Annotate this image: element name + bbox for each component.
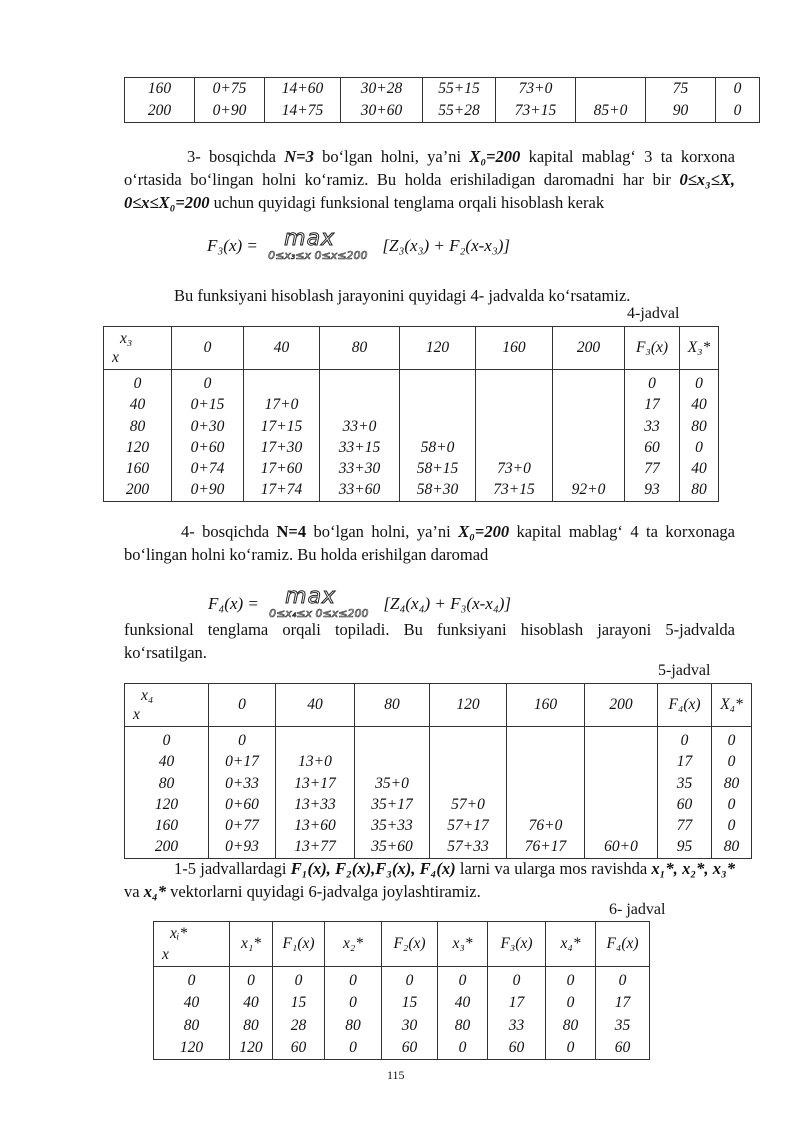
table5-data-column	[507, 727, 585, 859]
paragraph-stage-3: 3- bosqichda N=3 bo‘lgan holni, ya’ni X₀=200 kapital mablag‘ 3 ta korxona o‘rtasida bo‘lingan holni ko‘ramiz. Bu holda erishiladigan daromadni har bir 0≤x₃≤X, 0≤x≤X₀=200 uchun quyidagi funksional tenglama orqali hisoblash kerak	[124, 147, 735, 212]
table6-cell-value: 28	[290, 1016, 307, 1034]
table6-x-value: 80	[183, 1016, 200, 1034]
table5-header-cell: X₄*	[712, 684, 752, 727]
table6-cell-value: 33	[508, 1016, 525, 1034]
table4-data-column	[553, 370, 625, 502]
table4-cell-value: 33+0	[342, 417, 377, 435]
table6-x-value: 120	[179, 1038, 204, 1056]
top-table-value: 30+60	[360, 102, 403, 119]
table6-cell-value: 35	[614, 1016, 631, 1034]
table4-cell-value: 17+30	[260, 438, 303, 456]
table5-cell-value	[507, 773, 584, 794]
table6-cell-value: 0	[405, 972, 414, 989]
table5-cell-value: 13+77	[294, 838, 336, 856]
table5-corner-top: x₄	[141, 687, 154, 704]
table5-cell-value	[430, 773, 506, 794]
paragraph-stage-4: 4- bosqichda N=4 bo‘lgan holni, ya’ni X₀=200 kapital mablag‘ 4 ta korxonaga bo‘lingan holni ko‘ramiz. Bu holda erishilgan daromad	[124, 522, 735, 564]
top-table-value: 85+0	[593, 102, 628, 119]
table5-cell-value: 0	[727, 732, 736, 749]
table6-data-column	[438, 967, 488, 1060]
table6-cell-value: 0	[458, 972, 467, 989]
table6-cell-value: 0	[458, 1038, 467, 1056]
table5-data-column	[585, 727, 658, 859]
table4-cell-value	[553, 373, 624, 394]
table6-cell-value: 40	[243, 994, 259, 1012]
table4-header-cell: 120	[400, 327, 476, 370]
table5-header-cell: 0	[209, 684, 276, 727]
top-table-value: 30+28	[360, 80, 403, 97]
table4-cell-value: 17	[644, 396, 660, 414]
table5-data-column	[430, 727, 507, 859]
table5-x-value: 80	[158, 774, 175, 792]
table5-cell-value	[355, 751, 429, 772]
table4-cell-value	[476, 394, 552, 415]
table4-header-cell: 0	[172, 327, 244, 370]
table5-data-column	[276, 727, 355, 859]
table5-body-row	[125, 727, 752, 859]
table5-cell-value: 13+60	[294, 817, 336, 835]
table4-cell-value	[476, 437, 552, 458]
table5-cell-value	[507, 794, 584, 815]
table5-cell-value	[585, 794, 657, 815]
table6-data-column	[325, 967, 382, 1060]
table4-x-value: 80	[129, 417, 146, 435]
table5-cell-value: 0	[238, 732, 246, 749]
table4-header-cell: X₃*	[680, 327, 719, 370]
table4-cell-value: 0+74	[190, 460, 225, 478]
table5-header-cell: 80	[355, 684, 430, 727]
table4-x-value: 40	[129, 396, 146, 414]
table-6	[153, 921, 650, 1060]
table4-cell-value: 0	[648, 375, 656, 392]
table6-cell-value: 0	[512, 972, 521, 989]
table5-cell-value	[585, 773, 657, 794]
table4-data-column	[476, 370, 553, 502]
table6-x-value: 0	[187, 972, 196, 989]
top-table-value: 200	[147, 102, 172, 119]
top-table-value: 0+75	[212, 80, 247, 97]
table5-cell-value: 80	[723, 838, 740, 856]
table4-cell-value: 93	[644, 481, 660, 499]
table5-cell-value: 0+17	[225, 753, 259, 771]
table6-header-row	[154, 922, 650, 967]
table5-header-row	[125, 684, 752, 727]
table6-cell-value: 0	[566, 972, 575, 989]
table5-cell-value: 0	[680, 732, 689, 749]
top-table-value: 55+28	[438, 102, 480, 119]
top-table-cell	[195, 78, 265, 123]
table5-data-column	[658, 727, 712, 859]
table4-data-column	[320, 370, 400, 502]
table4-cell-value: 92+0	[571, 481, 606, 499]
table5-header-cell: 120	[430, 684, 507, 727]
table5-cell-value: 0+93	[225, 838, 259, 856]
table5-cell-value: 57+33	[447, 838, 489, 856]
table4-cell-value: 0	[203, 375, 212, 392]
table4-cell-value	[400, 394, 475, 415]
table6-data-column	[546, 967, 596, 1060]
page-number: 115	[387, 1068, 405, 1082]
table5-cell-value: 13+0	[298, 753, 332, 771]
top-table-value: 73+15	[514, 102, 557, 119]
top-table-cell	[716, 78, 760, 123]
table4-cell-value	[476, 373, 552, 394]
table6-cell-value: 60	[508, 1038, 525, 1056]
table5-x-value: 40	[158, 753, 175, 771]
table4-header-row	[104, 327, 719, 370]
table5-cell-value: 0+77	[225, 817, 259, 835]
table6-corner-cell	[154, 922, 230, 967]
table4-cell-value: 73+0	[497, 460, 531, 478]
table5-cell-value	[276, 730, 354, 751]
table5-caption: 5-jadval	[658, 662, 711, 679]
table4-cell-value: 17+74	[260, 481, 303, 499]
formula-f4	[208, 584, 512, 620]
table6-cell-value: 30	[401, 1016, 418, 1034]
top-table-cell	[341, 78, 423, 123]
table6-x-value: 40	[183, 994, 200, 1012]
table4-header-cell: 80	[320, 327, 400, 370]
table5-cell-value: 0+33	[225, 774, 259, 792]
table5-cell-value: 35	[676, 774, 693, 792]
table5-x-value: 0	[162, 732, 171, 749]
top-table-value: 90	[672, 102, 689, 119]
top-table-cell	[646, 78, 716, 123]
table4-cell-value: 0+90	[190, 481, 225, 499]
table5-cell-value: 35+33	[371, 817, 413, 835]
max-symbol: max	[284, 226, 336, 251]
formula-rhs: [Z₃(x₃) + F₂(x-x₃)]	[382, 235, 511, 255]
table5-x-value: 200	[154, 838, 179, 856]
table4-cell-value	[400, 373, 475, 394]
table4-cell-value: 80	[691, 417, 707, 435]
table5-cell-value	[430, 751, 506, 772]
table6-cell-value: 80	[454, 1016, 471, 1034]
table6-cell-value: 60	[290, 1038, 307, 1056]
table5-cell-value: 35+60	[371, 838, 413, 856]
table6-data-column	[382, 967, 438, 1060]
table5-x-value: 120	[154, 795, 179, 813]
top-table-data-row	[125, 78, 760, 123]
max-condition: 0≤x₃≤x 0≤x≤200	[268, 249, 368, 262]
table4-caption: 4-jadval	[627, 305, 680, 322]
table6-cell-value: 60	[401, 1038, 418, 1056]
table5-cell-value: 77	[676, 817, 693, 835]
top-table-fragment	[124, 77, 760, 123]
table5-x-value: 160	[154, 817, 179, 835]
table6-data-column	[230, 967, 273, 1060]
table5-cell-value: 76+0	[528, 817, 563, 835]
table6-caption: 6- jadval	[609, 901, 666, 918]
table4-cell-value	[244, 373, 319, 394]
top-table-value: 73+0	[518, 80, 553, 97]
table4-cell-value: 33+30	[338, 460, 381, 478]
table6-body-row	[154, 967, 650, 1060]
table5-corner-bottom: x	[133, 706, 140, 723]
table6-cell-value: 0	[349, 994, 357, 1012]
table4-cell-value: 0+15	[190, 396, 225, 414]
table5-cell-value: 60	[676, 795, 693, 813]
top-table-value: 14+75	[281, 102, 324, 119]
table5-header-cell: 40	[276, 684, 355, 727]
table4-cell-value: 58+15	[416, 460, 459, 478]
top-table-cell	[265, 78, 341, 123]
table4-data-column	[400, 370, 476, 502]
table4-cell-value: 60	[644, 438, 660, 456]
table5-cell-value: 0	[727, 795, 736, 813]
table6-header-cell: x₃*	[438, 922, 488, 967]
table4-cell-value: 40	[691, 396, 707, 414]
table6-corner-bottom: x	[162, 946, 169, 963]
formula-rhs: [Z₄(x₄) + F₃(x-x₄)]	[383, 593, 512, 613]
table4-cell-value	[553, 437, 624, 458]
table4-cell-value	[553, 394, 624, 415]
formula-f3	[207, 226, 511, 262]
table-4	[103, 326, 719, 502]
table6-header-cell: x₄*	[546, 922, 596, 967]
max-operator	[262, 226, 378, 262]
table4-body-row	[104, 370, 719, 502]
table4-header-cell: 40	[244, 327, 320, 370]
table6-cell-value: 120	[239, 1038, 263, 1056]
table5-header-cell: F₄(x)	[658, 684, 712, 727]
top-table-cell	[125, 78, 195, 123]
table6-cell-value: 15	[290, 994, 307, 1012]
table5-cell-value: 60+0	[604, 838, 638, 856]
table4-cell-value: 33	[644, 417, 660, 435]
top-table-value: 14+60	[281, 80, 324, 97]
table4-corner-bottom: x	[112, 349, 119, 366]
top-table-value: 55+15	[438, 80, 480, 97]
table5-cell-value: 95	[676, 838, 693, 856]
table6-cell-value: 0	[349, 1038, 357, 1056]
table6-cell-value: 0	[294, 972, 303, 989]
table4-header-cell: 160	[476, 327, 553, 370]
table6-data-column	[273, 967, 325, 1060]
table5-cell-value	[585, 730, 657, 751]
table4-cell-value: 0	[695, 438, 703, 456]
table4-cell-value	[320, 373, 399, 394]
table5-cell-value: 0	[727, 753, 736, 771]
table5-cell-value	[585, 815, 657, 836]
table5-cell-value: 76+17	[524, 838, 567, 856]
table5-cell-value: 35+0	[375, 774, 409, 792]
table4-cell-value: 73+15	[493, 481, 535, 499]
table6-cell-value: 17	[614, 994, 631, 1012]
table4-cell-value: 40	[691, 460, 707, 478]
top-table-cell	[576, 78, 646, 123]
table5-data-column	[712, 727, 752, 859]
table4-x-value: 200	[125, 481, 150, 499]
table5-header-cell: 200	[585, 684, 658, 727]
top-table-value	[576, 78, 645, 100]
table4-cell-value	[476, 416, 552, 437]
table5-cell-value	[585, 751, 657, 772]
table5-cell-value: 57+17	[447, 817, 489, 835]
table4-data-column	[625, 370, 680, 502]
table5-cell-value: 13+33	[294, 795, 336, 813]
paragraph-table4-intro: Bu funksiyani hisoblash jarayonini quyidagi 4- jadvalda ko‘rsatamiz.	[174, 286, 631, 305]
table5-cell-value: 13+17	[294, 774, 336, 792]
table4-x-value: 0	[133, 375, 142, 392]
top-table-value: 160	[147, 80, 172, 97]
table4-corner-cell	[104, 327, 172, 370]
table4-cell-value	[553, 416, 624, 437]
table6-cell-value: 0	[618, 972, 627, 989]
table4-cell-value	[400, 416, 475, 437]
table4-cell-value: 17+60	[260, 460, 303, 478]
table4-cell-value: 17+0	[264, 396, 299, 414]
top-table-cell	[496, 78, 576, 123]
table6-cell-value: 80	[345, 1016, 361, 1034]
table6-data-column	[596, 967, 650, 1060]
table-5	[124, 683, 752, 859]
table5-header-cell: 160	[507, 684, 585, 727]
table5-data-column	[355, 727, 430, 859]
table6-cell-value: 80	[562, 1016, 579, 1034]
table4-cell-value	[320, 394, 399, 415]
paragraph-summary: 1-5 jadvallardagi F₁(x), F₂(x),F₃(x), F₄(x) larni va ularga mos ravishda x₁*, x₂*, x₃* va x₄* vektorlarni quyidagi 6-jadvalga joylashtiramiz.	[124, 859, 735, 901]
table4-cell-value: 58+30	[416, 481, 459, 499]
table5-corner-cell	[125, 684, 209, 727]
table5-cell-value: 57+0	[451, 795, 485, 813]
table6-header-cell: F₁(x)	[273, 922, 325, 967]
table5-data-column	[209, 727, 276, 859]
formula-lhs: F₃(x) =	[207, 235, 258, 255]
table4-cell-value: 33+15	[338, 438, 381, 456]
paragraph-table5-intro: funksional tenglama orqali topiladi. Bu funksiyani hisoblash jarayoni 5-jadvalda ko‘rsatilgan.	[124, 620, 735, 662]
table4-data-column	[680, 370, 719, 502]
table4-corner-top: x₃	[120, 330, 133, 347]
table6-cell-value: 15	[401, 994, 418, 1012]
table4-x-value: 160	[125, 460, 150, 478]
table6-cell-value: 40	[454, 994, 471, 1012]
formula-lhs: F₄(x) =	[208, 593, 259, 613]
table6-cell-value: 0	[349, 972, 357, 989]
table5-cell-value: 35+17	[371, 795, 413, 813]
max-operator	[263, 584, 379, 620]
table4-header-cell: 200	[553, 327, 625, 370]
table6-cell-value: 60	[614, 1038, 631, 1056]
table4-cell-value: 80	[691, 481, 707, 499]
table6-cell-value: 17	[508, 994, 525, 1012]
table4-header-cell: F₃(x)	[625, 327, 680, 370]
table5-cell-value	[507, 751, 584, 772]
table5-cell-value: 0	[727, 817, 736, 835]
table5-cell-value: 80	[723, 774, 740, 792]
table4-x-column	[104, 370, 172, 502]
table6-header-cell: F₃(x)	[488, 922, 546, 967]
table4-cell-value: 0	[695, 375, 703, 392]
table4-data-column	[172, 370, 244, 502]
table4-cell-value: 58+0	[420, 438, 455, 456]
table4-cell-value: 17+15	[260, 417, 303, 435]
table6-x-column	[154, 967, 230, 1060]
table4-x-value: 120	[125, 438, 150, 456]
top-table-cell	[423, 78, 496, 123]
table5-x-column	[125, 727, 209, 859]
table5-cell-value	[507, 730, 584, 751]
table4-cell-value: 0+30	[190, 417, 225, 435]
max-condition: 0≤x₄≤x 0≤x≤200	[269, 607, 369, 620]
top-table-value: 0+90	[212, 102, 247, 119]
table6-cell-value: 0	[566, 1038, 575, 1056]
table6-header-cell: F₂(x)	[382, 922, 438, 967]
table5-cell-value: 0+60	[225, 795, 259, 813]
table6-cell-value: 0	[247, 972, 255, 989]
table5-cell-value	[355, 730, 429, 751]
table6-cell-value: 0	[566, 994, 575, 1012]
top-table-value: 0	[733, 80, 742, 97]
table6-cell-value: 80	[243, 1016, 259, 1034]
table6-corner-top: xᵢ*	[170, 925, 188, 942]
table5-cell-value: 17	[676, 753, 693, 771]
table4-cell-value	[553, 458, 624, 479]
top-table-value: 75	[672, 80, 689, 97]
max-symbol: max	[285, 584, 337, 609]
table6-header-cell: F₄(x)	[596, 922, 650, 967]
table4-data-column	[244, 370, 320, 502]
table6-header-cell: x₂*	[325, 922, 382, 967]
table5-cell-value	[430, 730, 506, 751]
table4-cell-value: 0+60	[190, 438, 225, 456]
table4-cell-value: 77	[644, 460, 660, 478]
table6-header-cell: x₁*	[230, 922, 273, 967]
table6-data-column	[488, 967, 546, 1060]
table4-cell-value: 33+60	[338, 481, 381, 499]
top-table-value: 0	[733, 102, 742, 119]
